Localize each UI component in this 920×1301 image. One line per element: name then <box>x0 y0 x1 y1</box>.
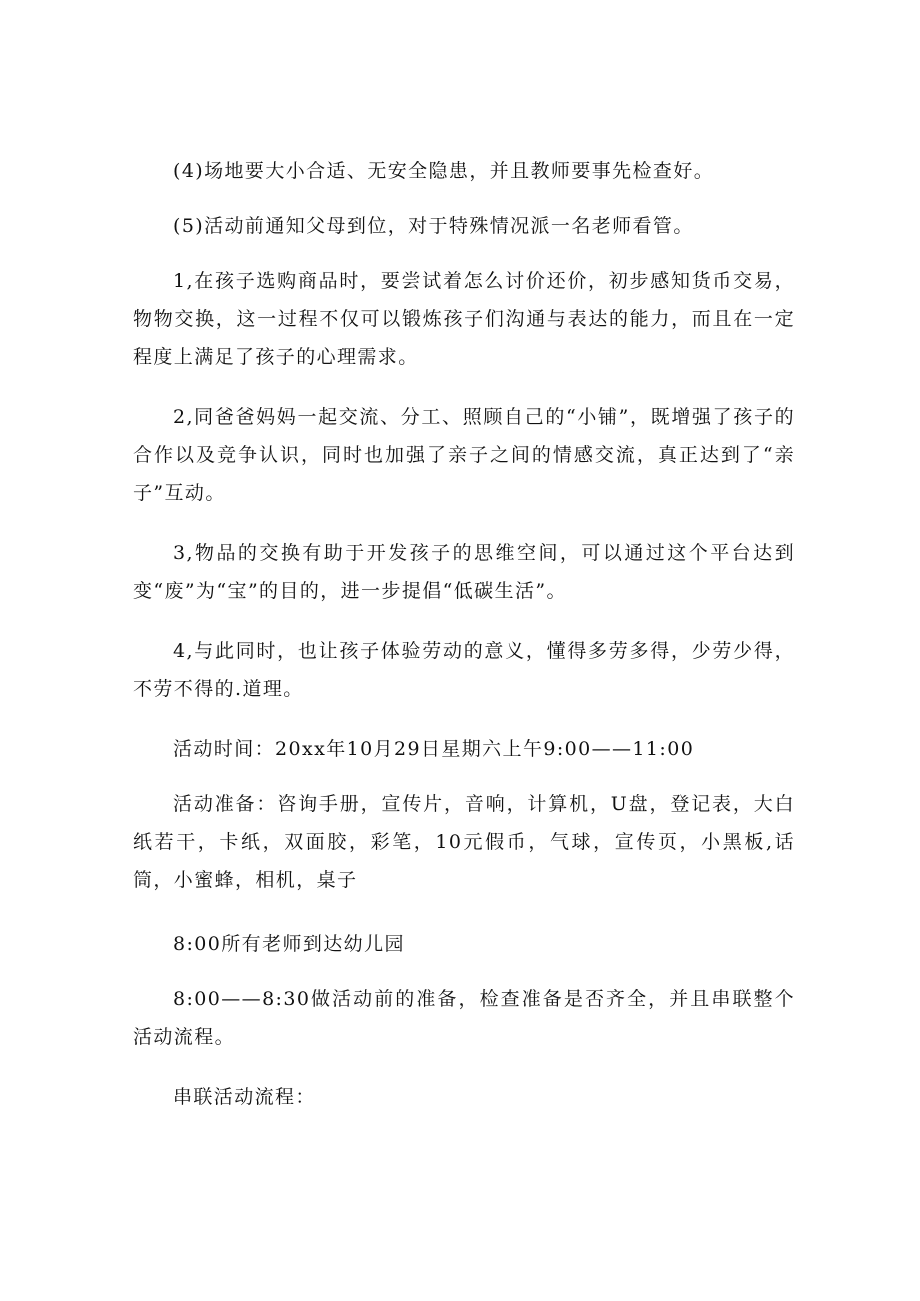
paragraph-goal-3: 3,物品的交换有助于开发孩子的思维空间，可以通过这个平台达到变“废”为“宝”的目的，进一步提倡“低碳生活”。 <box>133 542 795 602</box>
paragraph-goal-4: 4,与此同时，也让孩子体验劳动的意义，懂得多劳多得，少劳少得，不劳不得的.道理。 <box>133 640 795 700</box>
paragraph-parent-notice: (5)活动前通知父母到位，对于特殊情况派一名老师看管。 <box>173 215 694 237</box>
paragraph-goal-1: 1,在孩子选购商品时，要尝试着怎么讨价还价，初步感知货币交易，物物交换，这一过程不仅可以锻炼孩子们沟通与表达的能力，而且在一定程度上满足了孩子的心理需求。 <box>133 270 795 368</box>
paragraph-venue-safety: (4)场地要大小合适、无安全隐患，并且教师要事先检查好。 <box>173 160 715 182</box>
paragraph-goal-2: 2,同爸爸妈妈一起交流、分工、照顾自己的“小铺”，既增强了孩子的合作以及竞争认识，同时也加强了亲子之间的情感交流，真正达到了“亲子”互动。 <box>133 406 795 504</box>
paragraph-schedule-800: 8:00所有老师到达幼儿园 <box>173 933 405 955</box>
paragraph-activity-preparation: 活动准备：咨询手册，宣传片，音响，计算机，U盘，登记表，大白纸若干，卡纸，双面胶，彩笔，10元假币，气球，宣传页，小黑板,话筒，小蜜蜂，相机，桌子 <box>133 793 795 891</box>
paragraph-process-heading: 串联活动流程： <box>173 1086 316 1108</box>
paragraph-activity-time: 活动时间：20xx年10月29日星期六上午9:00——11:00 <box>173 738 695 760</box>
paragraph-schedule-800-830: 8:00——8:30做活动前的准备，检查准备是否齐全，并且串联整个活动流程。 <box>133 988 795 1048</box>
